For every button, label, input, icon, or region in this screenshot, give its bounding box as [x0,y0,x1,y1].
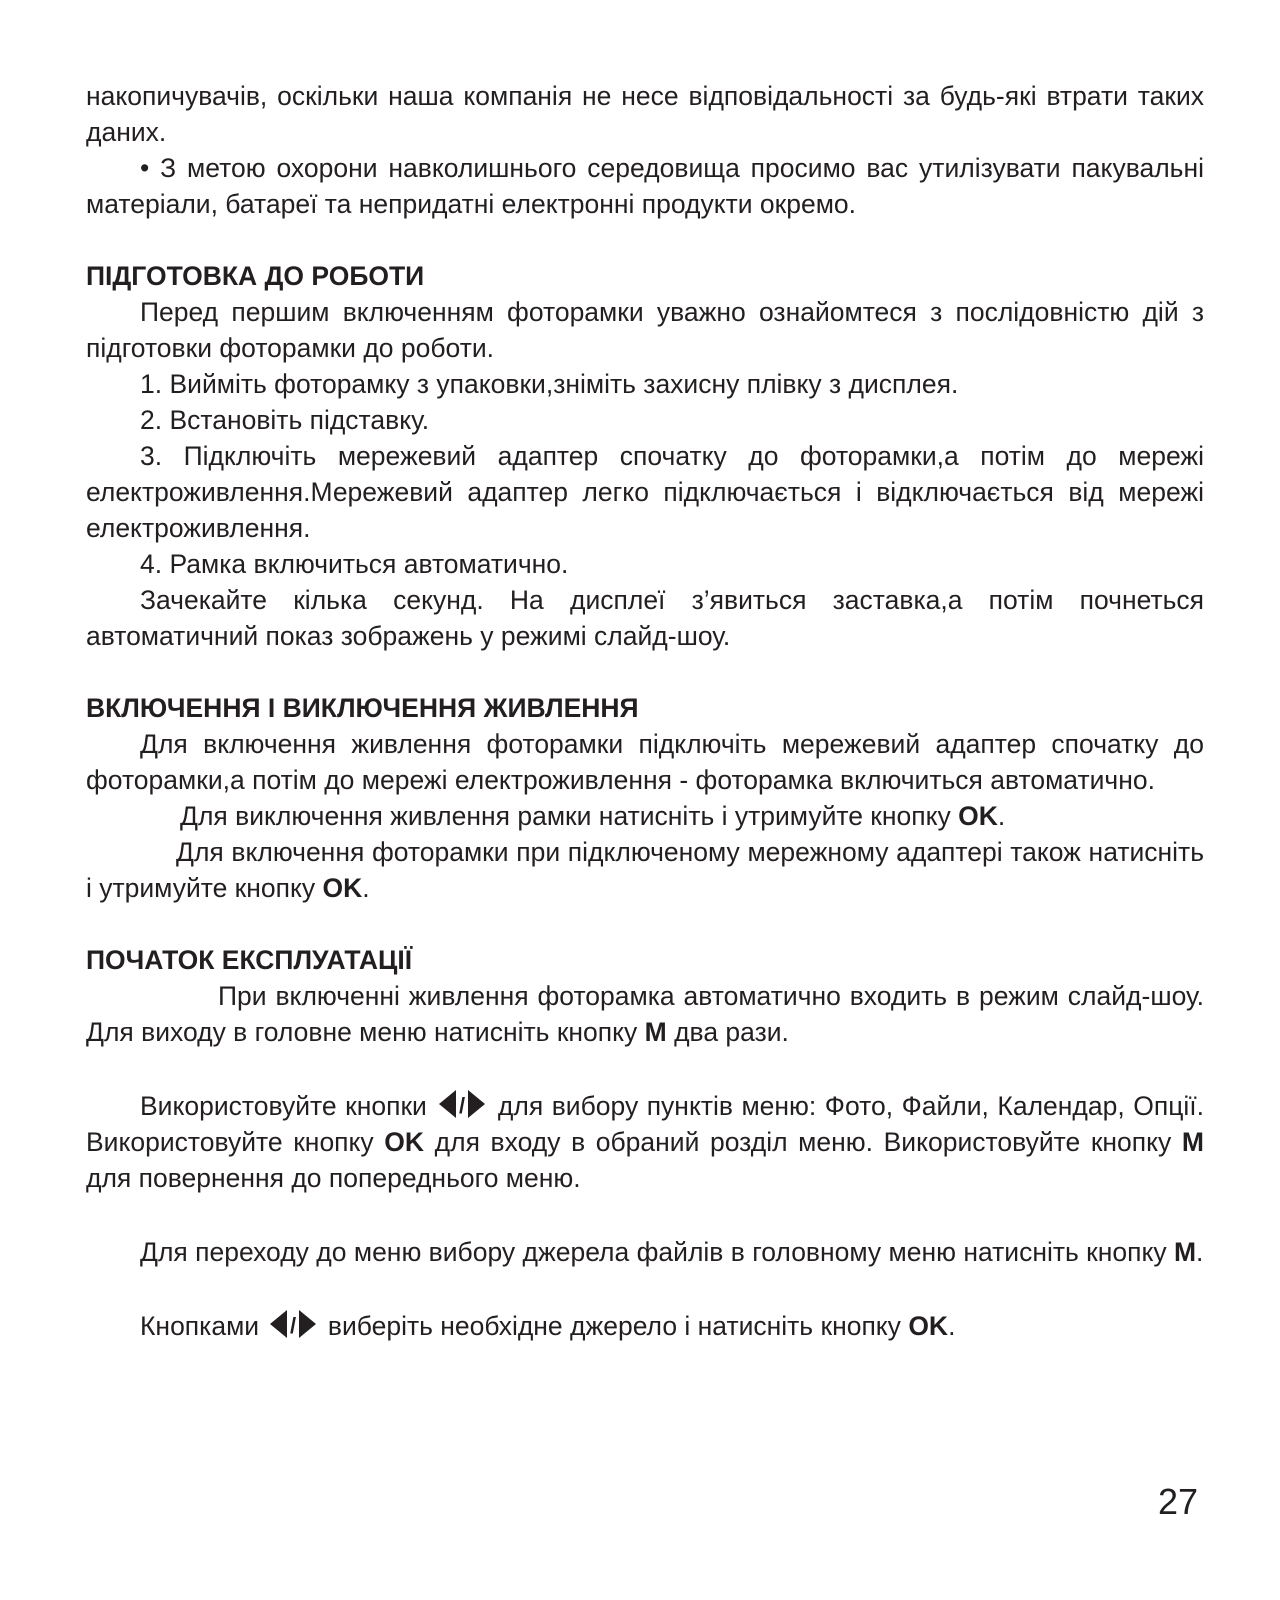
intro-paragraph-2: • З метою охорони навколишнього середовища просимо вас утилізувати пакувальні матеріали, батареї та непридатні електронні продукти окремо. [86,153,1204,219]
ok-key-label: OK [958,801,998,831]
prep-wait-note: Зачекайте кілька секунд. На дисплеї з’явиться заставка,а потім почнеться автоматичний показ зображень у режимі слайд-шоу. [86,585,1204,651]
prep-step-3: 3. Підключіть мережевий адаптер спочатку до фоторамки,а потім до мережі електроживлення.Мережевий адаптер легко підключається і відключається від мережі електроживлення. [86,441,1204,543]
power-p3-text: Для включення фоторамки при підключеному мережному адаптері також натисніть і утримуйте кнопку [86,837,1204,903]
start-p2-a: Використовуйте кнопки [140,1091,427,1121]
power-paragraph-2: Для виключення живлення рамки натисніть і утримуйте кнопку OK. [180,801,1006,831]
start-paragraph-3: Для переходу до меню вибору джерела файлів в головному меню натисніть кнопку M. [140,1237,1204,1267]
ok-key-label: OK [322,873,363,903]
start-p3-text: Для переходу до меню вибору джерела файлів в головному меню натисніть кнопку [140,1237,1174,1267]
start-paragraph-2 [86,1088,1204,1196]
ok-key-label: OK [908,1311,949,1341]
start-p2-b: для вибору пунктів меню: Фото, Файли, Календар, Опції. Використовуйте кнопку [86,1091,1204,1157]
left-right-arrows-icon [270,1308,316,1340]
prep-step-2: 2. Встановіть підставку. [140,405,430,435]
start-p4-a: Кнопками [140,1311,260,1341]
section-heading-power: ВКЛЮЧЕННЯ І ВИКЛЮЧЕННЯ ЖИВЛЕННЯ [86,693,639,723]
power-paragraph-3: Для включення фоторамки при підключеному мережному адаптері також натисніть і утримуйте кнопку OK. [86,837,1204,903]
ok-key-label: OK [384,1127,425,1157]
start-p2-d: для повернення до попереднього меню. [86,1163,581,1193]
left-right-arrows-icon [439,1088,485,1120]
intro-paragraph-1: накопичувачів, оскільки наша компанія не несе відповідальності за будь-які втрати таких даних. [86,81,1204,147]
prep-step-1: 1. Вийміть фоторамку з упаковки,зніміть захисну плівку з дисплея. [140,369,959,399]
start-paragraph-1 [86,978,1204,1050]
section-heading-preparation: ПІДГОТОВКА ДО РОБОТИ [86,261,425,291]
m-key-label: M [1173,1237,1197,1267]
start-p1-text: При включенні живлення фоторамка автоматично входить в режим слайд-шоу. Для виходу в головне меню натисніть кнопку [86,981,1204,1047]
m-key-label: M [644,1017,667,1047]
start-p1-end: два рази. [666,1017,789,1047]
power-p2-text: Для виключення живлення рамки натисніть і утримуйте кнопку [180,801,959,831]
start-p2-c: для входу в обраний розділ меню. Використовуйте кнопку [424,1127,1182,1157]
m-key-label: M [1181,1127,1204,1157]
page-content [86,78,1204,1344]
start-paragraph-4: Кнопками / виберіть необхідне джерело і натисніть кнопку OK. [86,1308,1204,1344]
start-p4-b: виберіть необхідне джерело і натисніть кнопку [327,1311,909,1341]
svg-text:/: / [459,1093,466,1118]
page-number: 27 [1158,1481,1199,1522]
prep-step-4: 4. Рамка включиться автоматично. [140,549,569,579]
prep-intro: Перед першим включенням фоторамки уважно ознайомтеся з послідовністю дій з підготовки фоторамки до роботи. [86,297,1204,363]
svg-text:/: / [290,1313,297,1338]
section-heading-start: ПОЧАТОК ЕКСПЛУАТАЦІЇ [86,945,413,975]
power-paragraph-1: Для включення живлення фоторамки підключіть мережевий адаптер спочатку до фоторамки,а потім до мережі електроживлення - фоторамка включиться автоматично. [86,729,1204,795]
